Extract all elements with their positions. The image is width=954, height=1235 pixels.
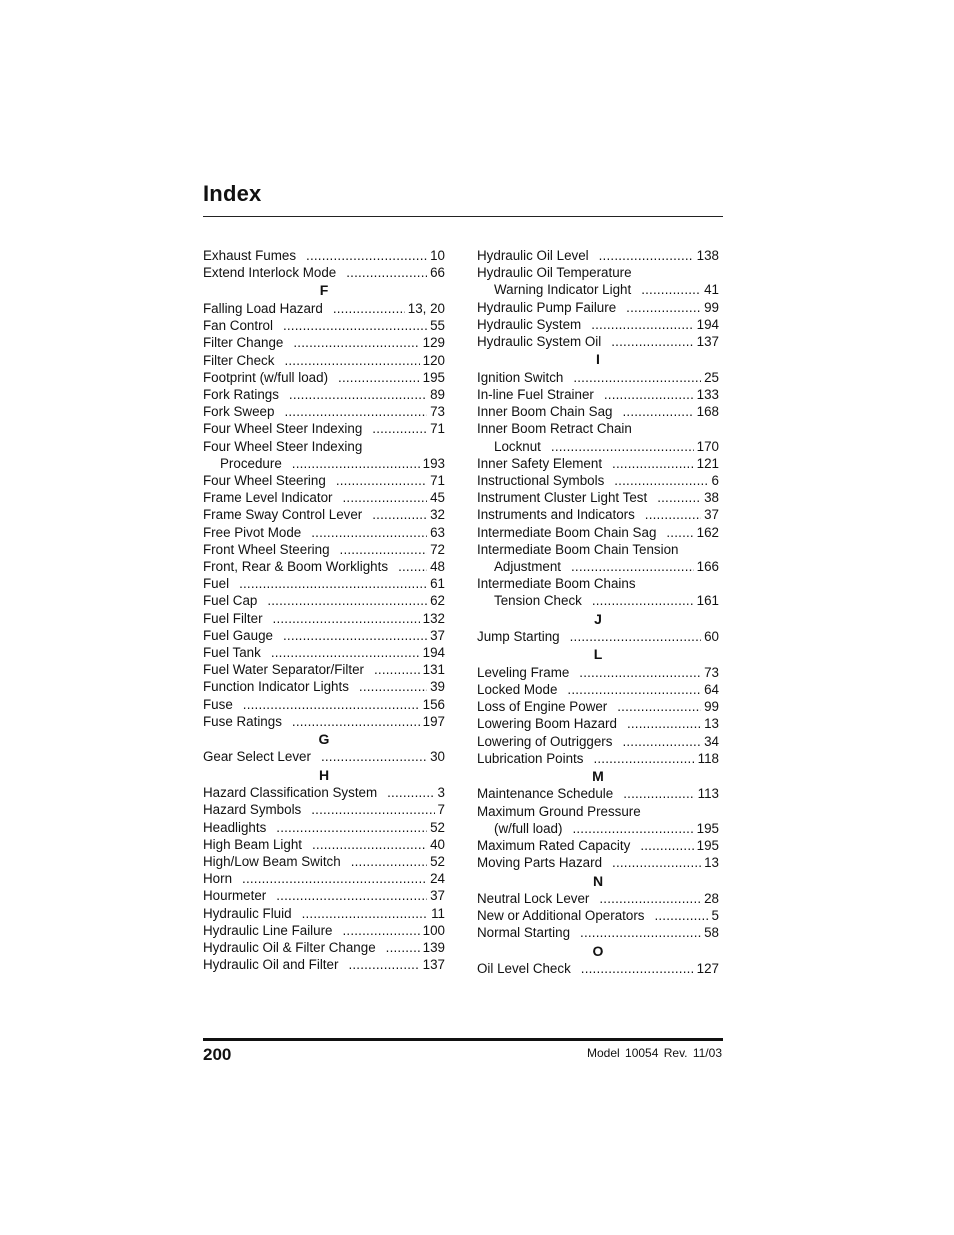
- index-term-first-line: Hydraulic Oil Temperature: [477, 265, 632, 281]
- index-entry: [203, 247, 445, 264]
- index-term: Frame Sway Control Lever: [203, 507, 363, 523]
- dot-leader: [599, 890, 701, 907]
- index-entry: [203, 610, 445, 627]
- index-term-first-line: Inner Boom Retract Chain: [477, 421, 632, 437]
- index-entry: [477, 785, 719, 802]
- index-term: Locked Mode: [477, 681, 558, 697]
- index-term: Frame Level Indicator: [203, 490, 333, 506]
- index-term: Horn: [203, 871, 233, 887]
- dot-leader: [591, 316, 693, 333]
- index-term: Fuel Filter: [203, 610, 263, 626]
- index-page-ref: 52: [430, 819, 445, 835]
- index-page-ref: 73: [430, 404, 445, 420]
- index-page-ref: 89: [430, 386, 445, 402]
- index-entry: [203, 592, 445, 609]
- index-term: Instruments and Indicators: [477, 507, 635, 523]
- dot-leader: [386, 939, 420, 956]
- section-letter-heading: J: [594, 610, 602, 627]
- dot-leader: [273, 610, 420, 627]
- index-entry: [203, 420, 445, 437]
- index-page-ref: 73: [704, 664, 719, 680]
- index-entry: [477, 472, 719, 489]
- index-entry: [203, 819, 445, 836]
- dot-leader: [626, 299, 701, 316]
- index-page-ref: 138: [696, 248, 719, 263]
- dot-leader: [622, 733, 701, 750]
- dot-leader: [346, 264, 427, 281]
- index-term: Ignition Switch: [477, 369, 564, 385]
- index-page-ref: 131: [422, 662, 445, 678]
- index-entry: [477, 386, 719, 403]
- index-entry: [477, 960, 719, 977]
- index-page-ref: 32: [430, 507, 445, 523]
- section-letter-heading: H: [318, 766, 330, 783]
- index-term: Hydraulic System: [477, 316, 582, 332]
- index-entry: [203, 956, 445, 973]
- dot-leader: [311, 524, 427, 541]
- index-page-ref: 195: [696, 838, 719, 854]
- dot-leader: [641, 281, 701, 298]
- index-term-first-line: Intermediate Boom Chains: [477, 576, 636, 592]
- index-term: Function Indicator Lights: [203, 679, 349, 695]
- index-term: Hydraulic Pump Failure: [477, 299, 617, 315]
- index-page-ref: 195: [696, 820, 719, 836]
- index-entry: [477, 369, 719, 386]
- index-term: Front Wheel Steering: [203, 541, 330, 557]
- index-entry: [203, 713, 445, 730]
- dot-leader: [398, 558, 427, 575]
- index-entry: [477, 681, 719, 698]
- index-page-ref: 63: [430, 524, 445, 540]
- index-page-ref: 100: [422, 922, 445, 938]
- dot-leader: [343, 922, 420, 939]
- index-page-ref: 118: [697, 750, 719, 766]
- dot-leader: [242, 870, 427, 887]
- index-page-ref: 197: [422, 713, 445, 729]
- dot-leader: [387, 784, 434, 801]
- index-term: High Beam Light: [203, 836, 302, 852]
- index-entry: [477, 506, 719, 523]
- index-term: Jump Starting: [477, 629, 560, 645]
- dot-leader: [292, 713, 420, 730]
- dot-leader: [321, 748, 427, 765]
- index-term: Moving Parts Hazard: [477, 855, 603, 871]
- dot-leader: [593, 750, 694, 767]
- index-entry: [477, 733, 719, 750]
- index-page-ref: 99: [704, 299, 719, 315]
- index-term: Fuel Gauge: [203, 627, 273, 643]
- index-entry: [477, 558, 719, 575]
- index-page-ref: 25: [704, 369, 719, 385]
- index-term: Four Wheel Steering: [203, 472, 326, 488]
- index-term: Extend Interlock Mode: [203, 265, 337, 281]
- index-term: Hydraulic Oil and Filter: [203, 957, 339, 973]
- index-term: Hydraulic Oil & Filter Change: [203, 940, 376, 956]
- index-term: Warning Indicator Light: [494, 282, 632, 298]
- index-entry: [477, 854, 719, 871]
- index-entry: [203, 506, 445, 523]
- index-entry: [203, 558, 445, 575]
- dot-leader: [581, 960, 694, 977]
- index-entry: [203, 696, 445, 713]
- section-letter-heading: O: [592, 942, 604, 959]
- index-entry: [477, 316, 719, 333]
- index-term: Front, Rear & Boom Worklights: [203, 558, 389, 574]
- index-term: Filter Check: [203, 352, 275, 368]
- index-term: (w/full load): [494, 820, 563, 836]
- index-entry: [203, 748, 445, 765]
- index-entry: [203, 922, 445, 939]
- index-page-ref: 170: [696, 438, 719, 454]
- index-page-ref: 137: [422, 957, 445, 973]
- index-term: Fork Ratings: [203, 386, 279, 402]
- index-term: Hourmeter: [203, 888, 267, 904]
- dot-leader: [604, 386, 694, 403]
- section-letter-heading: L: [593, 646, 603, 663]
- index-term: Normal Starting: [477, 925, 571, 941]
- dot-leader: [284, 352, 419, 369]
- dot-leader: [592, 592, 694, 609]
- index-page-ref: 52: [430, 854, 445, 869]
- index-term: Procedure: [220, 455, 282, 471]
- index-term: Fuse: [203, 696, 233, 712]
- dot-leader: [570, 628, 701, 645]
- index-term: Instrument Cluster Light Test: [477, 490, 648, 506]
- index-page-ref: 113: [697, 786, 719, 802]
- index-term: Tension Check: [494, 593, 582, 609]
- index-entry: [203, 541, 445, 558]
- index-term: Fuel: [203, 576, 230, 592]
- dot-leader: [351, 853, 427, 870]
- dot-leader: [267, 592, 427, 609]
- index-page-ref: 193: [422, 455, 445, 471]
- index-page-ref: 6: [711, 472, 719, 488]
- index-term-first-line: Intermediate Boom Chain Tension: [477, 541, 679, 557]
- index-term: Fork Sweep: [203, 404, 275, 420]
- index-entry: [203, 905, 445, 922]
- dot-leader: [243, 696, 420, 713]
- index-term: Fuel Tank: [203, 644, 261, 660]
- section-letter-heading: M: [592, 767, 604, 784]
- index-term: Lubrication Points: [477, 750, 584, 766]
- index-page-ref: 41: [704, 282, 719, 298]
- index-entry: [203, 352, 445, 369]
- index-page-ref: 48: [430, 558, 445, 574]
- index-term: Hazard Classification System: [203, 785, 378, 801]
- index-entry: [203, 801, 445, 818]
- index-term: Fan Control: [203, 318, 273, 334]
- index-page-ref: 71: [430, 472, 445, 488]
- page-title: Index: [203, 181, 262, 206]
- index-page-ref: 71: [430, 421, 445, 437]
- index-term: Hydraulic Fluid: [203, 905, 292, 921]
- dot-leader: [284, 403, 427, 420]
- index-page-ref: 37: [704, 507, 719, 523]
- dot-leader: [306, 247, 427, 264]
- index-page-ref: 66: [430, 265, 445, 281]
- index-page-ref: 156: [422, 696, 445, 712]
- index-term: Four Wheel Steer Indexing: [203, 421, 363, 437]
- index-page-ref: 3: [437, 785, 445, 801]
- index-term: Fuel Water Separator/Filter: [203, 662, 364, 678]
- dot-leader: [567, 681, 701, 698]
- index-term: Inner Boom Chain Sag: [477, 404, 613, 420]
- index-entry: [203, 836, 445, 853]
- dot-leader: [333, 300, 405, 317]
- dot-leader: [283, 317, 427, 334]
- section-letter-heading: G: [318, 730, 330, 747]
- index-term: Maximum Rated Capacity: [477, 838, 631, 854]
- dot-leader: [579, 664, 701, 681]
- index-entry: [477, 664, 719, 681]
- index-term: Neutral Lock Lever: [477, 891, 590, 906]
- index-term: Inner Safety Element: [477, 455, 603, 471]
- index-entry: [477, 698, 719, 715]
- index-term: Fuel Cap: [203, 593, 258, 609]
- index-entry: [203, 678, 445, 695]
- dot-leader: [654, 907, 708, 924]
- index-entry: [477, 750, 719, 767]
- index-term: Headlights: [203, 819, 267, 835]
- index-term: In-line Fuel Strainer: [477, 386, 594, 402]
- index-page-ref: 10: [430, 248, 445, 263]
- index-entry: [477, 924, 719, 941]
- index-term-first-line: Maximum Ground Pressure: [477, 803, 641, 819]
- dot-leader: [302, 905, 429, 922]
- index-page-ref: 127: [696, 961, 719, 977]
- dot-leader: [666, 524, 693, 541]
- index-term: Instructional Symbols: [477, 472, 605, 488]
- index-page-ref: 64: [704, 681, 719, 697]
- index-term: Intermediate Boom Chain Sag: [477, 524, 657, 540]
- section-letter-heading: N: [592, 872, 604, 889]
- page-number: 200: [203, 1045, 232, 1064]
- footer-divider: [203, 1038, 723, 1041]
- index-page-ref: 34: [704, 733, 719, 749]
- dot-leader: [343, 489, 428, 506]
- dot-leader: [239, 575, 427, 592]
- index-page-ref: 11: [431, 905, 445, 921]
- index-page-ref: 45: [430, 490, 445, 506]
- dot-leader: [312, 836, 427, 853]
- index-entry: [203, 939, 445, 956]
- index-page-ref: 13: [704, 855, 719, 871]
- index-entry: [203, 853, 445, 870]
- dot-leader: [611, 333, 693, 350]
- index-page-ref: 121: [696, 455, 719, 471]
- dot-leader: [283, 627, 427, 644]
- index-term: Lowering of Outriggers: [477, 733, 613, 749]
- dot-leader: [348, 956, 419, 973]
- index-entry: [203, 661, 445, 678]
- index-entry: [203, 264, 445, 281]
- index-entry: [203, 472, 445, 489]
- index-term: Footprint (w/full load): [203, 369, 329, 385]
- dot-leader: [340, 541, 428, 558]
- dot-leader: [374, 661, 420, 678]
- index-page-ref: 7: [437, 802, 445, 818]
- index-term: Lowering Boom Hazard: [477, 716, 617, 732]
- index-page-ref: 162: [696, 524, 719, 540]
- dot-leader: [622, 403, 693, 420]
- dot-leader: [617, 698, 701, 715]
- index-entry: [477, 455, 719, 472]
- index-term: Leveling Frame: [477, 664, 570, 680]
- index-page-ref: 13, 20: [407, 300, 445, 316]
- index-term: Free Pivot Mode: [203, 524, 302, 540]
- index-term: Oil Level Check: [477, 961, 571, 977]
- index-entry: [203, 334, 445, 351]
- index-term: Gear Select Lever: [203, 749, 311, 765]
- dot-leader: [580, 924, 701, 941]
- index-entry: [477, 438, 719, 455]
- index-term: Hydraulic Line Failure: [203, 922, 333, 938]
- index-term: Adjustment: [494, 558, 561, 574]
- index-entry: [477, 837, 719, 854]
- dot-leader: [276, 887, 427, 904]
- dot-leader: [293, 334, 419, 351]
- index-page-ref: 132: [422, 610, 445, 626]
- index-term: High/Low Beam Switch: [203, 854, 341, 869]
- index-page-ref: 5: [711, 908, 719, 924]
- dot-leader: [359, 678, 427, 695]
- index-entry: [477, 247, 719, 264]
- index-entry: [203, 644, 445, 661]
- index-page-ref: 39: [430, 679, 445, 695]
- dot-leader: [573, 369, 701, 386]
- index-page-ref: 28: [704, 891, 719, 906]
- index-entry: [203, 489, 445, 506]
- index-entry: [477, 890, 719, 907]
- index-page-ref: 30: [430, 749, 445, 765]
- index-entry: [477, 281, 719, 298]
- dot-leader: [612, 455, 694, 472]
- index-page-ref: 61: [430, 576, 445, 592]
- dot-leader: [311, 801, 434, 818]
- index-term: Locknut: [494, 438, 541, 454]
- index-page-ref: 194: [422, 644, 445, 660]
- index-page-ref: 168: [696, 404, 719, 420]
- index-term-first-line: Four Wheel Steer Indexing: [203, 438, 363, 454]
- section-letter-heading: F: [319, 282, 329, 299]
- index-page-ref: 129: [422, 335, 445, 351]
- index-term: Hazard Symbols: [203, 802, 302, 818]
- index-entry: [477, 403, 719, 420]
- index-page-ref: 13: [704, 716, 719, 732]
- index-page-ref: 55: [430, 318, 445, 334]
- index-entry: [477, 715, 719, 732]
- index-page-ref: 62: [430, 593, 445, 609]
- index-page-ref: 72: [430, 541, 445, 557]
- index-page-ref: 38: [704, 490, 719, 506]
- dot-leader: [640, 837, 693, 854]
- dot-leader: [614, 472, 708, 489]
- index-entry: [477, 333, 719, 350]
- footer-model-revision: Model 10054 Rev. 11/03: [587, 1046, 722, 1060]
- index-page-ref: 137: [696, 334, 719, 350]
- index-page-ref: 139: [422, 940, 445, 956]
- index-entry: [203, 784, 445, 801]
- dot-leader: [572, 820, 693, 837]
- index-term: Loss of Engine Power: [477, 699, 608, 715]
- index-entry: [477, 907, 719, 924]
- index-term: New or Additional Operators: [477, 908, 645, 924]
- index-page-ref: 161: [696, 593, 719, 609]
- index-column-right: [477, 247, 719, 977]
- index-page-ref: 37: [430, 888, 445, 904]
- dot-leader: [289, 386, 427, 403]
- index-page-ref: 40: [430, 836, 445, 852]
- index-page-ref: 99: [704, 699, 719, 715]
- index-entry: [477, 592, 719, 609]
- dot-leader: [599, 247, 694, 264]
- index-entry: [203, 455, 445, 472]
- index-term: Filter Change: [203, 335, 284, 351]
- index-page-ref: 166: [696, 558, 719, 574]
- title-divider: [203, 216, 723, 217]
- index-term: Hydraulic System Oil: [477, 334, 602, 350]
- index-term: Fuse Ratings: [203, 713, 282, 729]
- index-entry: [477, 299, 719, 316]
- dot-leader: [551, 438, 694, 455]
- dot-leader: [657, 489, 701, 506]
- index-page-ref: 120: [422, 352, 445, 368]
- index-page-ref: 195: [422, 369, 445, 385]
- index-entry: [203, 870, 445, 887]
- dot-leader: [292, 455, 420, 472]
- index-term: Exhaust Fumes: [203, 248, 297, 263]
- index-entry: [477, 820, 719, 837]
- index-entry: [477, 489, 719, 506]
- dot-leader: [372, 506, 427, 523]
- dot-leader: [276, 819, 427, 836]
- index-page-ref: 58: [704, 925, 719, 941]
- index-entry: [203, 386, 445, 403]
- index-entry: [203, 887, 445, 904]
- index-page-ref: 194: [696, 316, 719, 332]
- index-entry: [477, 524, 719, 541]
- index-entry: [203, 300, 445, 317]
- index-entry: [203, 575, 445, 592]
- index-page-ref: 24: [430, 871, 445, 887]
- index-term: Maintenance Schedule: [477, 786, 614, 802]
- index-entry: [203, 627, 445, 644]
- dot-leader: [627, 715, 701, 732]
- index-entry: [203, 369, 445, 386]
- index-column-left: [203, 247, 445, 973]
- index-term: Hydraulic Oil Level: [477, 248, 589, 263]
- index-page-ref: 37: [430, 627, 445, 643]
- index-entry: [203, 317, 445, 334]
- dot-leader: [271, 644, 420, 661]
- section-letter-heading: I: [596, 351, 600, 368]
- index-entry: [203, 524, 445, 541]
- dot-leader: [645, 506, 701, 523]
- index-entry: [477, 628, 719, 645]
- dot-leader: [372, 420, 427, 437]
- dot-leader: [612, 854, 701, 871]
- index-entry: [203, 403, 445, 420]
- index-term: Falling Load Hazard: [203, 300, 323, 316]
- dot-leader: [338, 369, 420, 386]
- dot-leader: [336, 472, 427, 489]
- dot-leader: [623, 785, 694, 802]
- index-page-ref: 133: [696, 386, 719, 402]
- index-page-ref: 60: [704, 629, 719, 645]
- dot-leader: [571, 558, 694, 575]
